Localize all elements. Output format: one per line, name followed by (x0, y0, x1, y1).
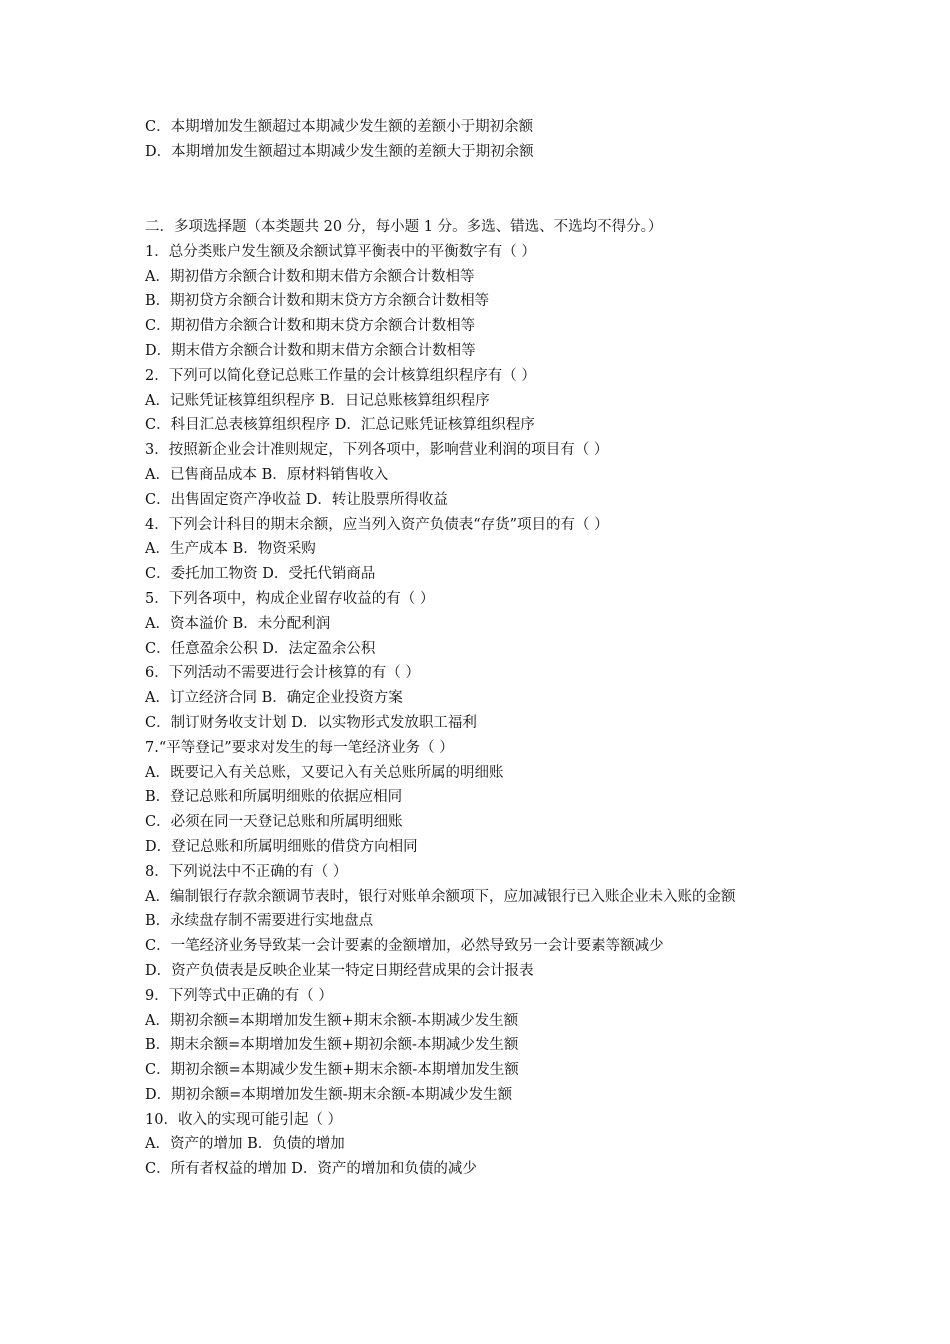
option-line: A．期初余额=本期增加发生额+期末余额-本期减少发生额 (145, 1012, 519, 1029)
option-line: C．一笔经济业务导致某一会计要素的金额增加，必然导致另一会计要素等额减少 (145, 938, 664, 955)
option-line: B．永续盘存制不需要进行实地盘点 (145, 913, 374, 930)
question-line: 5．下列各项中，构成企业留存收益的有（ ） (145, 590, 435, 607)
question-line: 10．收入的实现可能引起（ ） (145, 1111, 343, 1128)
section-title: 二．多项选择题（本类题共 20 分，每小题 1 分。多选、错选、不选均不得分。） (145, 219, 663, 235)
option-line: C．本期增加发生额超过本期减少发生额的差额小于期初余额 (145, 119, 534, 135)
question-line: 9．下列等式中正确的有（ ） (145, 987, 333, 1004)
question-line: 1．总分类账户发生额及余额试算平衡表中的平衡数字有（ ） (145, 243, 536, 260)
option-line: C．任意盈余公积 D．法定盈余公积 (145, 640, 376, 657)
question-line: 8．下列说法中不正确的有（ ） (145, 863, 348, 880)
option-line: C．科目汇总表核算组织程序 D．汇总记账凭证核算组织程序 (145, 417, 535, 434)
question-line: 3．按照新企业会计准则规定，下列各项中，影响营业利润的项目有（ ） (145, 442, 609, 459)
question-line: 4．下列会计科目的期末余额，应当列入资产负债表“存货”项目的有（ ） (145, 516, 609, 533)
option-line: A．记账凭证核算组织程序 B．日记总账核算组织程序 (145, 392, 490, 409)
option-line: D．资产负债表是反映企业某一特定日期经营成果的会计报表 (145, 962, 534, 979)
option-line: D．本期增加发生额超过本期减少发生额的差额大于期初余额 (145, 143, 534, 160)
option-line: A．资产的增加 B．负债的增加 (145, 1136, 345, 1153)
option-line-wrapped: A．编制银行存款余额调节表时，银行对账单余额项下，应加减银行已入账企业未入账的金额 (145, 888, 736, 905)
option-line: B．期初贷方余额合计数和期末贷方方余额合计数相等 (145, 293, 490, 310)
option-line: A．既要记入有关总账，又要记入有关总账所属的明细账 (145, 764, 504, 781)
option-line: A．生产成本 B．物资采购 (145, 541, 316, 558)
previous-question-options (145, 115, 825, 165)
option-line: A．订立经济合同 B．确定企业投资方案 (145, 690, 403, 707)
option-line: D．期初余额=本期增加发生额-期末余额-本期减少发生额 (145, 1086, 513, 1103)
option-line: A．资本溢价 B．未分配利润 (145, 615, 331, 632)
question-line: 2．下列可以简化登记总账工作量的会计核算组织程序有（ ） (145, 367, 536, 384)
option-line: C．必须在同一天登记总账和所属明细账 (145, 814, 403, 831)
option-line: C．期初借方余额合计数和期末贷方余额合计数相等 (145, 318, 476, 335)
option-line: B．期末余额=本期增加发生额+期初余额-本期减少发生额 (145, 1037, 519, 1054)
question-line: 6．下列活动不需要进行会计核算的有（ ） (145, 665, 420, 682)
option-line: A．已售商品成本 B．原材料销售收入 (145, 466, 389, 483)
option-line: C．制订财务收支计划 D．以实物形式发放职工福利 (145, 714, 477, 731)
option-line: B．登记总账和所属明细账的依据应相同 (145, 789, 403, 806)
option-line: A．期初借方余额合计数和期末借方余额合计数相等 (145, 268, 475, 285)
option-line: C．所有者权益的增加 D．资产的增加和负债的减少 (145, 1161, 477, 1178)
question-line: 7.“平等登记”要求对发生的每一笔经济业务（ ） (145, 739, 454, 756)
option-line: C．出售固定资产净收益 D．转让股票所得收益 (145, 491, 448, 508)
multiple-choice-section (145, 215, 825, 1182)
option-line: D．期末借方余额合计数和期末借方余额合计数相等 (145, 342, 476, 359)
option-line: C．期初余额=本期减少发生额+期末余额-本期增加发生额 (145, 1062, 519, 1079)
option-line: C．委托加工物资 D．受托代销商品 (145, 566, 376, 583)
option-line: D．登记总账和所属明细账的借贷方向相同 (145, 838, 418, 855)
